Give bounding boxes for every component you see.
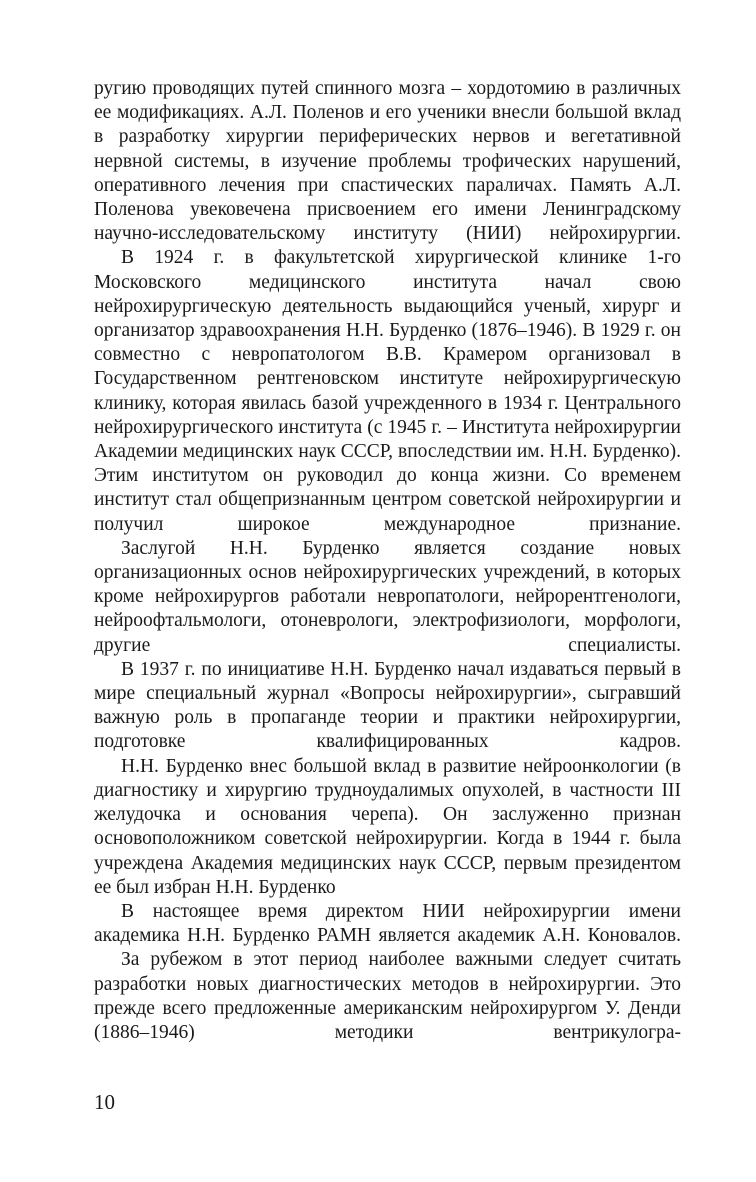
paragraph-neurooncology: Н.Н. Бурденко внес большой вклад в развитие нейроонкологии (в диагностику и хирургию трудноудалимых опухолей, в частности III желудочка и основания черепа). Он заслуженно признан основоположником советской нейрохирургии. Когда в 1944 г. была учреждена Академия медицинских наук СССР, первым президентом ее был избран Н.Н. Бурденко bbox=[94, 755, 681, 898]
paragraph-journal-1937: В 1937 г. по инициативе Н.Н. Бурденко начал издаваться первый в мире специальный журнал «Вопросы нейрохирургии», сыгравший важную роль в пропаганде теории и практики нейрохирургии, подготовке квалифицированных кадров. bbox=[94, 658, 681, 753]
page-number: 10 bbox=[94, 1090, 115, 1114]
page-body bbox=[94, 77, 681, 1045]
paragraph-abroad: За рубежом в этот период наиболее важными следует считать разработки новых диагностических методов в нейрохирургии. Это прежде всего предложенные американским нейрохирургом У. Денди (1886–1946) методики вентрикулогра- bbox=[94, 949, 681, 1043]
paragraph-burdenko-1924: В 1924 г. в факультетской хирургической клинике 1-го Московского медицинского института начал свою нейрохирургическую деятельность выдающийся ученый, хирург и организатор здравоохранения Н.Н. Бурденко (1876–1946). В 1929 г. он совместно с невропатологом В.В. Крамером организовал в Государственном рентгеновском институте нейрохирургическую клинику, которая явилась базой учрежденного в 1934 г. Центрального нейрохирургического института (с 1945 г. – Института нейрохирургии Академии медицинских наук СССР, впоследствии им. Н.Н. Бурденко). Этим институтом он руководил до конца жизни. Со временем институт стал общепризнанным центром советской нейрохирургии и получил широкое международное признание. bbox=[94, 247, 681, 535]
paragraph-current-director: В настоящее время директом НИИ нейрохирургии имени академика Н.Н. Бурденко РАМН является академик А.Н. Коновалов. bbox=[94, 900, 681, 947]
paragraph-polenov: ругию проводящих путей спинного мозга – хордотомию в различных ее модификациях. А.Л. Поленов и его ученики внесли большой вклад в разработку хирургии периферических нервов и вегетативной нервной системы, в изучение проблемы трофических нарушений, оперативного лечения при спастических параличах. Память А.Л. Поленова увековечена присвоением его имени Ленинградскому научно-исследовательскому институту (НИИ) нейрохирургии. bbox=[94, 78, 681, 245]
paragraph-organizational-basis: Заслугой Н.Н. Бурденко является создание новых организационных основ нейрохирургических учреждений, в которых кроме нейрохирургов работали невропатологи, нейрорентгенологи, нейроофтальмологи, отоневрологи, электрофизиологи, морфологи, другие специалисты. bbox=[94, 537, 681, 656]
